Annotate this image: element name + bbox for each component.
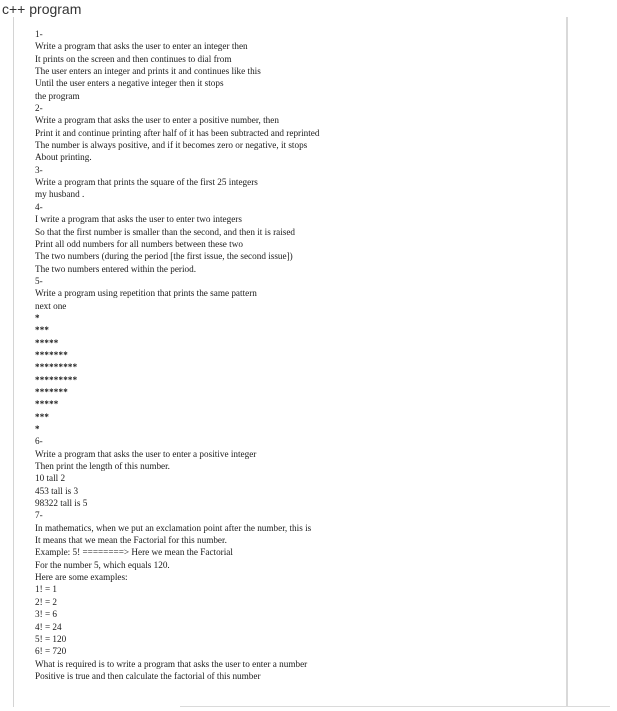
document-line: 1! = 1 <box>35 584 58 595</box>
star-pattern-row: *** <box>35 325 50 336</box>
document-line: What is required is to write a program that asks the user to enter a number <box>35 658 308 669</box>
document-line: 98322 tall is 5 <box>35 498 88 509</box>
star-pattern-row: ******* <box>35 349 68 360</box>
document-line: It means that we mean the Factorial for this number. <box>35 535 227 546</box>
document-line: Write a program that asks the user to enter a positive integer <box>35 448 257 459</box>
document-line: the program <box>35 90 80 101</box>
document-line: It prints on the screen and then continues to dial from <box>35 53 232 64</box>
page-title: c++ program <box>2 1 82 17</box>
document-line: Until the user enters a negative integer then it stops <box>35 78 224 89</box>
document-line: Write a program that asks the user to enter a positive number, then <box>35 115 279 126</box>
document-line: Positive is true and then calculate the factorial of this number <box>35 670 261 681</box>
document-line: Example: 5! ========> Here we mean the Factorial <box>35 547 233 558</box>
document-line: 4! = 24 <box>35 621 62 632</box>
document-line: The two numbers (during the period [the first issue, the second issue]) <box>35 251 293 262</box>
document-line: 10 tall 2 <box>35 473 66 484</box>
star-pattern-row: ********* <box>35 374 78 385</box>
document-line: 4- <box>35 201 43 212</box>
assignment-document <box>35 28 555 682</box>
document-line: 3! = 6 <box>35 609 58 620</box>
document-line: The two numbers entered within the period. <box>35 263 196 274</box>
document-line: 6! = 720 <box>35 646 67 657</box>
document-line: About printing. <box>35 152 92 163</box>
document-line: Then print the length of this number. <box>35 461 170 472</box>
document-line: 453 tall is 3 <box>35 485 79 496</box>
document-line: 6- <box>35 436 43 447</box>
document-line: For the number 5, which equals 120. <box>35 559 170 570</box>
document-line: 3- <box>35 164 43 175</box>
document-line: Here are some examples: <box>35 572 128 583</box>
star-pattern-row: ********* <box>35 362 78 373</box>
document-line: Print all odd numbers for all numbers between these two <box>35 238 243 249</box>
document-line: The number is always positive, and if it becomes zero or negative, it stops <box>35 140 308 151</box>
star-pattern-row: ***** <box>35 399 59 410</box>
document-line: Write a program that prints the square of the first 25 integers <box>35 177 258 188</box>
star-pattern-row: *** <box>35 411 50 422</box>
document-line: 2- <box>35 103 43 114</box>
divider <box>180 706 610 707</box>
document-line: Write a program using repetition that prints the same pattern <box>35 288 257 299</box>
document-line: next one <box>35 300 67 311</box>
document-line: Write a program that asks the user to enter an integer then <box>35 41 248 52</box>
document-line: 2! = 2 <box>35 596 58 607</box>
document-line: The user enters an integer and prints it and continues like this <box>35 66 261 77</box>
document-line: my husband . <box>35 189 85 200</box>
document-line: 7- <box>35 510 43 521</box>
document-line: Print it and continue printing after half of it has been subtracted and reprinted <box>35 127 320 138</box>
document-line: So that the first number is smaller than the second, and then it is raised <box>35 226 295 237</box>
star-pattern-row: ******* <box>35 386 68 397</box>
star-pattern-row: * <box>35 424 40 434</box>
star-pattern-row: ***** <box>35 337 59 348</box>
document-line: 5! = 120 <box>35 633 67 644</box>
document-line: 5- <box>35 275 43 286</box>
document-line: In mathematics, when we put an exclamation point after the number, this is <box>35 522 312 533</box>
star-pattern-row: * <box>35 312 40 323</box>
document-line: 1- <box>35 29 43 39</box>
document-line: I write a program that asks the user to enter two integers <box>35 214 242 225</box>
